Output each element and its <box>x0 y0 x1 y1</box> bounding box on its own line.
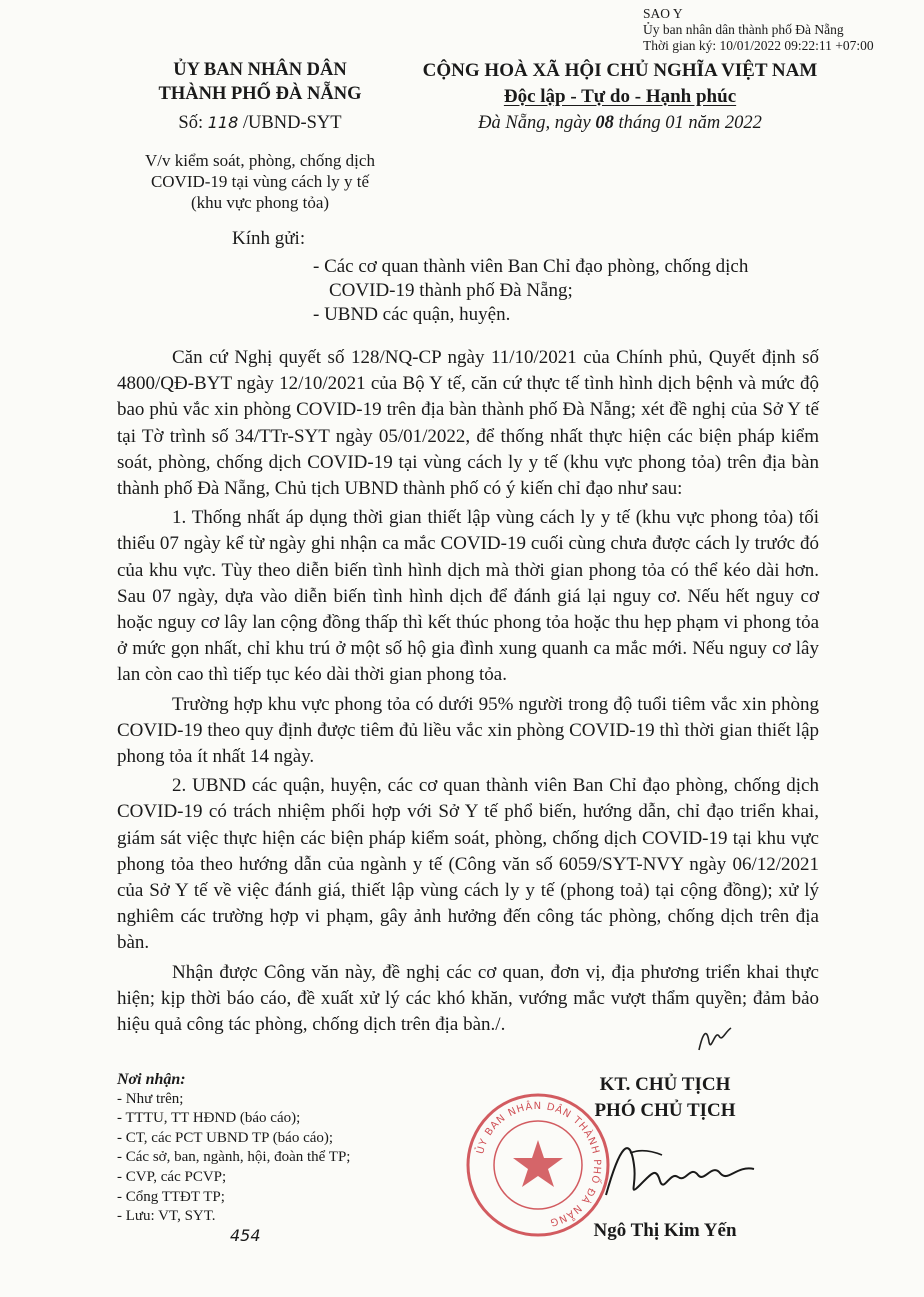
handwritten-note: 454 <box>230 1226 261 1245</box>
subject-line: COVID-19 tại vùng cách ly y tế <box>150 172 370 191</box>
country-name: CỘNG HOÀ XÃ HỘI CHỦ NGHĨA VIỆT NAM <box>422 60 818 81</box>
date-suffix: tháng 01 năm 2022 <box>613 113 762 133</box>
body-paragraph: Căn cứ Nghị quyết số 128/NQ-CP ngày 11/10/2021 của Chính phủ, Quyết định số 4800/QĐ-BYT ngày 12/10/2021 của Bộ Y tế, căn cứ thực tế tình hình dịch bệnh và mức độ bao phủ vắc xin phòng COVID-19 trên địa bàn thành phố Đà Nẵng; xét đề nghị của Sở Y tế tại Tờ trình số 34/TTr-SYT ngày 05/01/2022, để thống nhất thực hiện các biện pháp kiểm soát, phòng, chống dịch COVID-19 tại vùng cách ly y tế (khu vực phong tỏa) trên địa bàn thành phố Đà Nẵng, Chủ tịch UBND thành phố có ý kiến chỉ đạo như sau: <box>117 347 819 500</box>
initial-signature <box>695 1022 735 1056</box>
distribution-item: - CT, các PCT UBND TP (báo cáo); <box>117 1129 334 1146</box>
issuing-authority <box>110 58 410 106</box>
date-handwritten-day: 08 <box>595 113 614 133</box>
distribution-item: - Cổng TTĐT TP; <box>117 1188 225 1205</box>
motto: Độc lập - Tự do - Hạnh phúc <box>503 86 737 107</box>
recipient-item-continued: COVID-19 thành phố Đà Nẵng; <box>329 280 573 301</box>
distribution-item: - Các sở, ban, ngành, hội, đoàn thể TP; <box>117 1149 351 1166</box>
signer-name: Ngô Thị Kim Yến <box>593 1220 737 1241</box>
body-paragraph: Nhận được Công văn này, đề nghị các cơ quan, đơn vị, địa phương triển khai thực hiện; kịp thời báo cáo, đề xuất xử lý các khó khăn, vướng mắc vượt thẩm quyền; đảm bảo hiệu quả công tác phòng, chống dịch trên địa bàn./. <box>117 961 819 1036</box>
document-body <box>117 345 819 1041</box>
body-paragraph: 1. Thống nhất áp dụng thời gian thiết lập vùng cách ly y tế (khu vực phong tỏa) tối thiểu 07 ngày kể từ ngày ghi nhận ca mắc COVID-19 cuối cùng chưa được cách ly trước đó của khu vực. Tùy theo diễn biến tình hình dịch mà thời gian phong tỏa có thể kéo dài hơn. Sau 07 ngày, dựa vào diễn biến tình hình dịch để đánh giá lại nguy cơ. Nếu hết nguy cơ hoặc nguy cơ lây lan cộng đồng thấp thì kết thúc phong tỏa hoặc thu hẹp phạm vi phong tỏa ở mức gọn nhất, chỉ khu trú ở một số hộ gia đình xung quanh ca mắc mới. Nếu nguy cơ lây lan còn cao thì tiếp tục kéo dài thời gian phong tỏa. <box>117 507 819 686</box>
copy-signed-time: Thời gian ký: 10/01/2022 09:22:11 +07:00 <box>643 38 874 53</box>
subject-line: V/v kiểm soát, phòng, chống dịch <box>145 151 375 170</box>
body-paragraph: 2. UBND các quận, huyện, các cơ quan thành viên Ban Chỉ đạo phòng, chống dịch COVID-19 có trách nhiệm phối hợp với Sở Y tế phổ biến, hướng dẫn, chỉ đạo triển khai, giám sát việc thực hiện các biện pháp kiểm soát, phòng, chống dịch COVID-19 tại khu vực phong tỏa theo hướng dẫn của ngành y tế (Công văn số 6059/SYT-NVY ngày 06/12/2021 của Sở Y tế về việc đánh giá, thiết lập vùng cách ly y tế (phong toả) tại cộng đồng); xử lý nghiêm các trường hợp vi phạm, gây ảnh hưởng đến công tác phòng, chống dịch trên địa bàn. <box>117 775 819 954</box>
authority-line-2: THÀNH PHỐ ĐÀ NẴNG <box>158 84 362 104</box>
recipient-item: - UBND các quận, huyện. <box>313 304 511 325</box>
distribution-item: - Lưu: VT, SYT. <box>117 1208 216 1225</box>
doc-number-handwritten: 118 <box>207 113 239 132</box>
signature-title-block <box>540 1072 790 1124</box>
document-date <box>405 113 835 134</box>
copy-label: SAO Y <box>643 6 683 21</box>
signature-title-line-1: KT. CHỦ TỊCH <box>599 1074 731 1095</box>
body-paragraph: Trường hợp khu vực phong tỏa có dưới 95% người trong độ tuổi tiêm vắc xin phòng COVID-19 theo quy định được tiêm đủ liều vắc xin phòng COVID-19 thì thời gian thiết lập phong tỏa ít nhất 14 ngày. <box>117 693 819 768</box>
national-motto <box>405 58 835 110</box>
salutation: Kính gửi: <box>232 228 306 249</box>
recipient-list <box>313 255 853 327</box>
distribution-item: - CVP, các PCVP; <box>117 1168 227 1185</box>
handwritten-signature <box>600 1125 760 1210</box>
distribution-list <box>117 1070 447 1227</box>
copy-issuer: Ủy ban nhân dân thành phố Đà Nẵng <box>643 22 844 37</box>
copy-certification-stamp <box>643 6 874 54</box>
document-subject <box>110 150 410 213</box>
distribution-title: Nơi nhận: <box>117 1071 186 1088</box>
date-prefix: Đà Nẵng, ngày <box>478 113 596 133</box>
distribution-item: - Như trên; <box>117 1090 184 1107</box>
subject-line: (khu vực phong tỏa) <box>190 193 330 212</box>
doc-number-prefix: Số: <box>178 113 208 133</box>
document-number <box>110 113 410 134</box>
recipient-item: - Các cơ quan thành viên Ban Chỉ đạo phòng, chống dịch <box>313 256 749 277</box>
authority-line-1: ỦY BAN NHÂN DÂN <box>173 60 347 80</box>
svg-text:ỦY BAN NHÂN DÂN THÀNH PHỐ ĐÀ N: ỦY BAN NHÂN DÂN THÀNH PHỐ ĐÀ NẴNG <box>475 1100 603 1228</box>
doc-number-suffix: /UBND-SYT <box>238 113 342 133</box>
signature-title-line-2: PHÓ CHỦ TỊCH <box>594 1100 736 1121</box>
distribution-item: - TTTU, TT HĐND (báo cáo); <box>117 1110 301 1127</box>
